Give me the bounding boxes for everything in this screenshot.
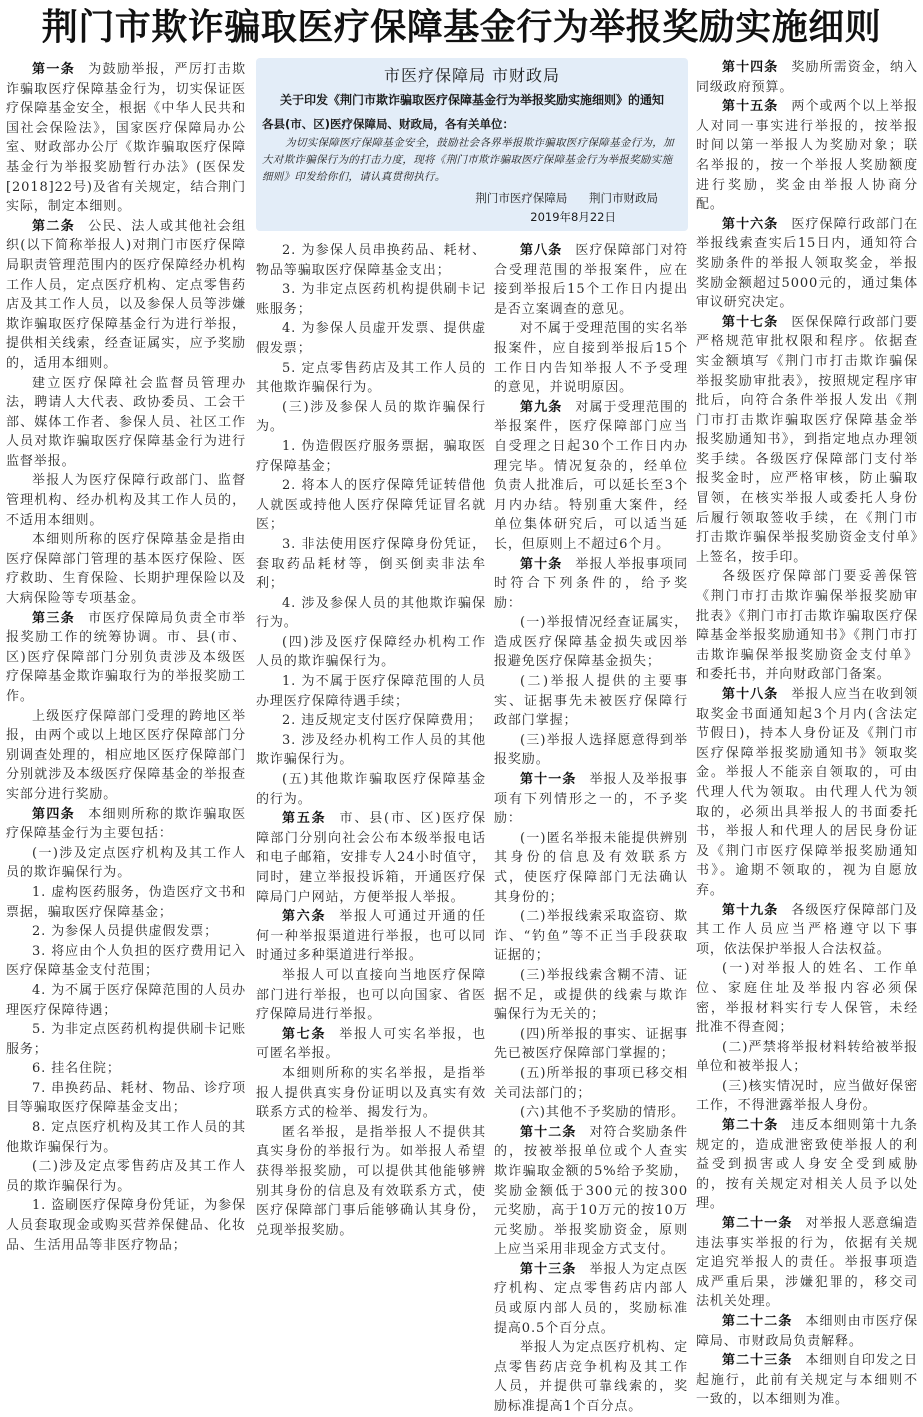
text-column-1 xyxy=(6,60,246,1255)
article-number: 第十八条 xyxy=(722,687,779,702)
article-text: 5. 为非定点医药机构提供刷卡记账服务； xyxy=(6,1022,246,1057)
notice-salutation: 各县(市、区)医疗保障局、财政局，各有关单位： xyxy=(262,117,515,131)
article-paragraph xyxy=(696,1351,918,1410)
article-paragraph xyxy=(256,398,486,437)
article-paragraph xyxy=(6,609,246,707)
article-text: (一)举报情况经查证属实，造成医疗保障基金损失或因举报避免医疗保障基金损失； xyxy=(494,615,688,670)
article-text: 对不属于受理范围的实名举报案件，应自接到举报后15个工作日内告知举报人不予受理的意见，并说明原因。 xyxy=(494,321,688,396)
article-paragraph xyxy=(6,471,246,530)
article-text: 奖励所需资金，纳入同级政府预算。 xyxy=(696,60,918,95)
article-text: 3. 将应由个人负担的医疗费用记入医疗保障基金支付范围； xyxy=(6,943,246,979)
article-text: (四)涉及医疗保障经办机构工作人员的欺诈骗保行为。 xyxy=(256,634,486,670)
article-paragraph xyxy=(6,844,246,883)
article-paragraph xyxy=(696,685,918,901)
text-column-2 xyxy=(256,241,486,1240)
article-paragraph xyxy=(256,437,486,476)
article-text: 4. 为不属于医疗保障范围的人员办理医疗保障待遇； xyxy=(6,982,246,1018)
article-paragraph xyxy=(494,613,688,672)
article-text: 对举报人恶意编造违法事实举报的行为，依据有关规定追究举报人的责任。举报事项造成严重后果，涉嫌犯罪的，移交司法机关处理。 xyxy=(696,1216,918,1310)
article-paragraph xyxy=(696,58,918,97)
article-text: 举报人为定点医疗机构、定点零售药店竞争机构及其工作人员，并提供可靠线索的，奖励标准提高1个百分点。 xyxy=(494,1340,688,1415)
article-text: 各级医疗保障部门及其工作人员应当严格遵守以下事项，依法保护举报人合法权益。 xyxy=(696,902,918,957)
article-paragraph xyxy=(256,319,486,358)
article-text: (三)举报人选择愿意得到举报奖励。 xyxy=(494,732,688,768)
article-paragraph xyxy=(256,594,486,633)
article-text: 医疗保障部门对符合受理范围的举报案件，应在接到举报后15个工作日内提出是否立案调查的意见。 xyxy=(494,243,688,317)
article-paragraph xyxy=(256,966,486,1025)
article-paragraph xyxy=(494,829,688,907)
article-number: 第十七条 xyxy=(722,314,779,330)
article-number: 第二十条 xyxy=(722,1118,779,1134)
article-text: 医保保障行政部门要严格规范审批权限和程序。依据查实金额填写《荆门市打击欺诈骗保举报奖励审批表》，按照规定程序审批后，向符合条件举报人发出《荆门市打击欺诈骗取医疗保障基金举报奖励通知书》，到指定地点办理领奖手续。各级医疗保障部门支付举报奖金时，应严格审核，防止骗取冒领，在核实举报人或委托人身份后履行领取签收手续，在《荆门市打击欺诈骗保举报奖励资金支付单》上签名，按手印。 xyxy=(696,314,918,565)
article-number: 第五条 xyxy=(282,811,327,827)
article-paragraph xyxy=(696,1077,918,1116)
article-paragraph xyxy=(6,530,246,608)
article-paragraph xyxy=(256,1025,486,1064)
article-number: 第九条 xyxy=(520,399,563,415)
notice-heading: 关于印发《荆门市欺诈骗取医疗保障基金行为举报奖励实施细则》的通知 xyxy=(279,93,664,107)
article-text: 举报人可通过开通的任何一种举报渠道进行举报，也可以同时通过多种渠道进行举报。 xyxy=(256,909,486,964)
article-paragraph xyxy=(494,1064,688,1103)
article-text: (三)举报线索含糊不清、证据不足，或提供的线索与欺诈骗保行为无关的； xyxy=(494,967,688,1023)
article-text: (二)举报人提供的主要事实、证据事先未被医疗保障行政部门掌握； xyxy=(494,674,688,729)
article-text: 对符合奖励条件的，按被举报单位或个人查实欺诈骗取金额的5%给予奖励，奖励金额低于300元的按300元奖励，高于10万元的按10万元奖励。举报奖励资金，原则上应当采用非现金方式支付。 xyxy=(494,1124,688,1258)
article-paragraph xyxy=(696,215,918,313)
article-text: 3. 涉及经办机构工作人员的其他欺诈骗保行为。 xyxy=(256,732,486,768)
article-text: 市医疗保障局负责全市举报奖励工作的统筹协调。市、县(市、区)医疗保障部门分别负责涉及本级医疗保障基金欺诈骗取行为的举报奖励工作。 xyxy=(6,610,247,704)
article-paragraph xyxy=(256,359,486,398)
article-text: 市、县(市、区)医疗保障部门分别向社会公布本级举报电话和电子邮箱，安排专人24小时值守，同时，建立举报投诉箱，开通医疗保障局门户网站，方便举报人举报。 xyxy=(256,811,486,905)
article-paragraph xyxy=(494,731,688,770)
article-text: 4. 涉及参保人员的其他欺诈骗保行为。 xyxy=(256,595,486,631)
article-number: 第七条 xyxy=(282,1026,327,1042)
article-number: 第六条 xyxy=(282,909,327,925)
article-paragraph xyxy=(696,313,918,568)
article-number: 第二条 xyxy=(32,218,76,234)
article-text: 1. 盗刷医疗保障身份凭证，为参保人员套取现金或购买营养保健品、化妆品、生活用品等非医疗物品； xyxy=(6,1198,246,1253)
article-text: 建立医疗保障社会监督员管理办法，聘请人大代表、政协委员、工会干部、媒体工作者、参保人员、社区工作人员对欺诈骗取医疗保障基金行为进行监督举报。 xyxy=(6,375,246,469)
article-paragraph xyxy=(6,60,246,217)
article-number: 第十一条 xyxy=(520,772,577,788)
article-text: (五)所举报的事项已移交相关司法部门的； xyxy=(494,1065,688,1101)
article-paragraph xyxy=(6,217,246,374)
article-paragraph xyxy=(696,1038,918,1077)
article-paragraph xyxy=(256,1123,486,1241)
article-paragraph xyxy=(494,241,688,319)
article-paragraph xyxy=(6,1079,246,1118)
article-text: 2. 将本人的医疗保障凭证转借他人就医或持他人医疗保障凭证冒名就医； xyxy=(256,478,486,533)
article-paragraph xyxy=(6,805,246,844)
article-number: 第二十三条 xyxy=(722,1353,793,1369)
article-text: 1. 虚构医药服务，伪造医疗文书和票据，骗取医疗保障基金； xyxy=(6,884,246,920)
article-paragraph xyxy=(494,1025,688,1064)
article-text: 公民、法人或其他社会组织(以下简称举报人)对荆门市医疗保障局职责管理范围内的医疗保障经办机构工作人员，定点医疗机构、定点零售药店及其工作人员，以及参保人员等涉嫌欺诈骗取医疗保障基金行为进行举报，提供相关线索，经查证属实，应予奖励的，适用本细则。 xyxy=(6,218,247,371)
article-paragraph xyxy=(6,707,246,805)
article-paragraph xyxy=(256,1064,486,1123)
article-paragraph xyxy=(494,672,688,731)
article-text: 举报人举报事项同时符合下列条件的，给予奖励： xyxy=(494,556,688,611)
article-paragraph xyxy=(696,1214,918,1312)
article-text: (六)其他不予奖励的情形。 xyxy=(520,1105,685,1121)
article-text: 本细则自印发之日起施行，此前有关规定与本细则不一致的，以本细则为准。 xyxy=(696,1353,918,1408)
article-text: 3. 非法使用医疗保障身份凭证，套取药品耗材等，倒买倒卖非法牟利； xyxy=(256,536,486,592)
article-paragraph xyxy=(256,809,486,907)
article-paragraph xyxy=(6,981,246,1020)
article-text: 3. 为非定点医药机构提供刷卡记账服务； xyxy=(256,282,486,317)
article-paragraph xyxy=(6,922,246,942)
article-text: 本细则所称的实名举报，是指举报人提供真实身份证明以及真实有效联系方式的检举、揭发行为。 xyxy=(256,1065,486,1121)
article-text: (三)涉及参保人员的欺诈骗保行为。 xyxy=(256,399,486,435)
article-paragraph xyxy=(6,942,246,981)
article-number: 第一条 xyxy=(32,62,76,77)
article-paragraph xyxy=(256,241,486,280)
article-paragraph xyxy=(6,1020,246,1059)
article-paragraph xyxy=(6,1118,246,1157)
article-paragraph xyxy=(494,907,688,966)
article-number: 第十五条 xyxy=(722,99,779,115)
article-text: 8. 定点医疗机构及其工作人员的其他欺诈骗保行为。 xyxy=(6,1120,246,1155)
article-paragraph xyxy=(256,476,486,535)
article-paragraph xyxy=(6,1196,246,1255)
article-text: 1. 伪造假医疗服务票据，骗取医疗保障基金； xyxy=(256,438,486,474)
article-text: 上级医疗保障部门受理的跨地区举报，由两个或以上地区医疗保障部门分别调查处理的，相应地区医疗保障部门分别就涉及本级医疗保障基金的举报查实部分进行奖励。 xyxy=(6,708,246,802)
article-text: (五)其他欺诈骗取医疗保障基金的行为。 xyxy=(256,772,486,807)
article-paragraph xyxy=(494,555,688,614)
article-number: 第二十二条 xyxy=(722,1314,793,1329)
article-text: 为鼓励举报，严厉打击欺诈骗取医疗保障基金行为，切实保证医疗保障基金安全，根据《中华人民共和国社会保险法》，国家医疗保障局办公室、财政部办公厅《欺诈骗取医疗保障基金行为举报奖励暂行办法》(医保发[2018]22号)及省有关规定，结合荆门实际，制定本细则。 xyxy=(6,62,247,215)
article-text: 7. 串换药品、耗材、物品、诊疗项目等骗取医疗保障基金支出； xyxy=(6,1080,246,1116)
article-text: 举报人可以直接向当地医疗保障部门进行举报，也可以向国家、省医疗保障局进行举报。 xyxy=(256,967,486,1023)
notice-body: 为切实保障医疗保障基金安全，鼓励社会各界举报欺诈骗取医疗保障基金行为，加大对欺诈骗保行为的打击力度，现将《荆门市欺诈骗取医疗保障基金行为举报奖励实施细则》印发给你们，请认真贯彻执行。 xyxy=(262,137,674,183)
article-text: 本细则由市医疗保障局、市财政局负责解释。 xyxy=(696,1314,918,1349)
article-paragraph xyxy=(6,1059,246,1079)
article-paragraph xyxy=(696,1116,918,1214)
article-number: 第十六条 xyxy=(722,216,779,232)
article-paragraph xyxy=(696,567,918,685)
article-text: 2. 违反规定支付医疗保障费用； xyxy=(282,713,482,729)
article-paragraph xyxy=(256,672,486,711)
article-text: 违反本细则第十九条规定的，造成泄密致使举报人的利益受到损害或人身安全受到威胁的，按有关规定对相关人员予以处理。 xyxy=(696,1118,918,1212)
article-paragraph xyxy=(256,770,486,809)
article-text: (二)涉及定点零售药店及其工作人员的欺诈骗保行为。 xyxy=(6,1159,246,1194)
article-text: 本细则所称的医疗保障基金是指由医疗保障部门管理的基本医疗保险、医疗救助、生育保险、长期护理保险以及大病保险等专项基金。 xyxy=(6,532,246,607)
notice-signer-1: 荆门市医疗保障局 xyxy=(475,191,568,205)
article-paragraph xyxy=(494,1103,688,1123)
article-paragraph xyxy=(256,535,486,594)
article-number: 第十四条 xyxy=(722,60,779,75)
article-number: 第十三条 xyxy=(520,1261,577,1277)
article-paragraph xyxy=(6,883,246,922)
article-text: 举报人可实名举报，也可匿名举报。 xyxy=(256,1026,486,1062)
article-text: 匿名举报，是指举报人不提供其真实身份的举报行为。如举报人希望获得举报奖励，可以提供其他能够辨别其身份的信息及有效联系方式，使医疗保障部门事后能够确认其身份，兑现举报奖励。 xyxy=(256,1124,486,1238)
article-paragraph xyxy=(494,770,688,829)
article-paragraph xyxy=(494,319,688,397)
article-paragraph xyxy=(494,966,688,1025)
article-paragraph xyxy=(696,901,918,960)
article-number: 第八条 xyxy=(520,243,563,258)
article-paragraph xyxy=(256,633,486,672)
article-text: 2. 为参保人员串换药品、耗材、物品等骗取医疗保障基金支出； xyxy=(256,243,486,278)
article-paragraph xyxy=(256,711,486,731)
article-text: 举报人为定点医疗机构、定点零售药店内部人员或原内部人员的，奖励标准提高0.5个百分点。 xyxy=(494,1261,688,1336)
article-paragraph xyxy=(6,1157,246,1196)
article-paragraph xyxy=(696,97,918,215)
notice-signers xyxy=(256,191,658,206)
article-paragraph xyxy=(256,907,486,966)
article-paragraph xyxy=(494,1338,688,1416)
article-text: (一)匿名举报未能提供辨别其身份的信息及有效联系方式，使医疗保障部门无法确认其身份的； xyxy=(494,830,688,905)
article-paragraph xyxy=(494,398,688,555)
article-text: 举报人应当在收到领取奖金书面通知起3个月内(含法定节假日)，持本人身份证及《荆门市医疗保障举报奖励通知书》领取奖金。举报人不能亲自领取的，可由代理人代为领取。由代理人代为领取的，必须出具举报人的书面委托书，举报人和代理人的居民身份证及《荆门市医疗保障举报奖励通知书》。逾期不领取的，视为自愿放弃。 xyxy=(696,687,918,898)
article-text: 对属于受理范围的举报案件，医疗保障部门应当自受理之日起30个工作日内办理完毕。情况复杂的，经单位负责人批准后，可以延长至3个月内办结。特别重大案件，经单位集体研究后，可以适当延长，但原则上不超过6个月。 xyxy=(494,399,688,552)
article-number: 第二十一条 xyxy=(722,1216,793,1232)
notice-box xyxy=(256,58,688,231)
article-number: 第十二条 xyxy=(520,1124,577,1140)
article-paragraph xyxy=(494,1123,688,1260)
article-text: (一)涉及定点医疗机构及其工作人员的欺诈骗保行为。 xyxy=(6,845,246,881)
article-text: (一)对举报人的姓名、工作单位、家庭住址及举报内容必须保密，举报材料实行专人保管，未经批准不得查阅； xyxy=(696,961,918,1036)
article-text: 本细则所称的欺诈骗取医疗保障基金行为主要包括： xyxy=(6,806,247,842)
article-text: (三)核实情况时，应当做好保密工作，不得泄露举报人身份。 xyxy=(696,1078,918,1114)
article-text: 5. 定点零售药店及其工作人员的其他欺诈骗保行为。 xyxy=(256,360,486,396)
article-text: (四)所举报的事实、证据事先已被医疗保障部门掌握的； xyxy=(494,1026,688,1062)
text-column-3 xyxy=(494,241,688,1417)
article-paragraph xyxy=(494,1260,688,1338)
article-number: 第十条 xyxy=(520,556,563,572)
article-paragraph xyxy=(696,959,918,1037)
article-text: 6. 挂名住院； xyxy=(32,1061,121,1077)
article-text: 4. 为参保人员虚开发票、提供虚假发票； xyxy=(256,321,486,356)
text-column-4 xyxy=(696,58,918,1410)
article-text: 各级医疗保障部门要妥善保管《荆门市打击欺诈骗保举报奖励审批表》《荆门市打击欺诈骗取医疗保障基金举报奖励通知书》《荆门市打击欺诈骗保举报奖励资金支付单》和委托书，并向财政部门备案。 xyxy=(696,569,918,683)
article-text: 两个或两个以上举报人对同一事实进行举报的，按举报时间以第一举报人为奖励对象；联名举报的，按一个举报人奖励额度进行奖励，奖金由举报人协商分配。 xyxy=(696,99,918,213)
article-text: 举报人及举报事项有下列情形之一的，不予奖励： xyxy=(494,772,688,827)
article-text: 1. 为不属于医疗保障范围的人员办理医疗保障待遇手续； xyxy=(256,674,486,709)
article-text: 医疗保障行政部门在举报线索查实后15日内，通知符合奖励条件的举报人领取奖金，举报奖励金额超过5000元的，通过集体审议研究决定。 xyxy=(696,216,918,311)
article-text: 举报人为医疗保障行政部门、监督管理机构、经办机构及其工作人员的，不适用本细则。 xyxy=(6,473,246,528)
article-number: 第四条 xyxy=(32,806,76,822)
notice-signer-2: 荆门市财政局 xyxy=(589,191,658,205)
notice-issuers: 市医疗保障局 市财政局 xyxy=(383,66,561,85)
document-title: 荆门市欺诈骗取医疗保障基金行为举报奖励实施细则 xyxy=(41,6,882,48)
article-text: 2. 为参保人员提供虚假发票； xyxy=(32,924,219,940)
article-paragraph xyxy=(256,731,486,770)
article-text: (二)举报线索采取盗窃、欺诈、“钓鱼”等不正当手段获取证据的； xyxy=(494,909,688,964)
article-text: (二)严禁将举报材料转给被举报单位和被举报人； xyxy=(696,1039,918,1075)
article-number: 第三条 xyxy=(32,610,76,626)
article-number: 第十九条 xyxy=(722,902,779,918)
article-paragraph xyxy=(6,374,246,472)
article-paragraph xyxy=(696,1312,918,1351)
article-paragraph xyxy=(256,280,486,319)
notice-date: 2019年8月22日 xyxy=(530,210,616,224)
